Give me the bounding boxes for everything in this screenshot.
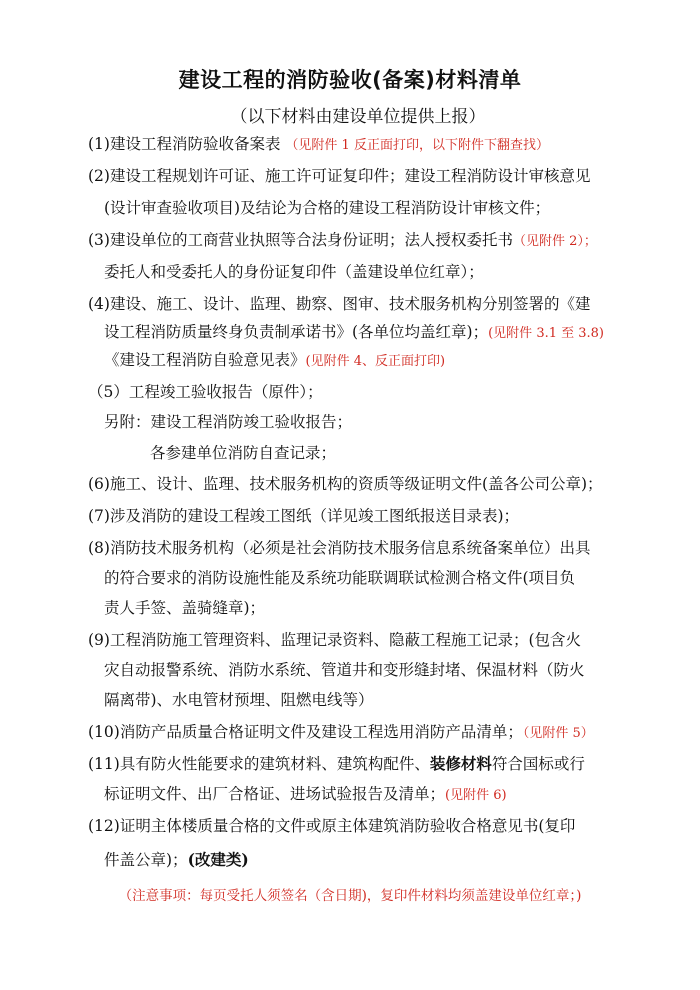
item-11-line-2 xyxy=(104,784,507,806)
item-10 xyxy=(88,722,594,744)
item-3-note: （见附件 2）； xyxy=(512,234,597,249)
notice: （注意事项：每页受托人须签名（含日期)，复印件材料均须盖建设单位红章；) xyxy=(118,888,582,904)
item-11-note: (见附件 6) xyxy=(445,788,507,803)
item-4-form-title: 《建设工程消防自验意见表》 xyxy=(104,351,306,369)
item-9-line-3: 隔离带)、水电管材预埋、阻燃电线等） xyxy=(104,691,374,709)
item-8-line-3: 责人手签、盖骑缝章)； xyxy=(104,599,266,617)
item-3-text: (3)建设单位的工商营业执照等合法身份证明；法人授权委托书 xyxy=(88,231,513,249)
item-10-text: (10)消防产品质量合格证明文件及建设工程选用消防产品清单； xyxy=(88,723,523,741)
item-5: （5）工程竣工验收报告（原件）； xyxy=(88,383,323,401)
item-11-text-a: (11)具有防火性能要求的建筑材料、建筑构配件、 xyxy=(88,755,430,773)
item-2-line-1: (2)建设工程规划许可证、施工许可证复印件；建设工程消防设计审核意见 xyxy=(88,167,591,185)
item-4-note-2: (见附件 4、反正面打印) xyxy=(305,354,446,369)
item-11-text-2: 标证明文件、出厂合格证、进场试验报告及清单； xyxy=(104,785,446,803)
item-5-extra-1: 另附：建设工程消防竣工验收报告； xyxy=(104,413,353,431)
item-10-note: （见附件 5） xyxy=(522,726,594,741)
item-9-line-1: (9)工程消防施工管理资料、监理记录资料、隐蔽工程施工记录；(包含火 xyxy=(88,631,582,649)
item-6: (6)施工、设计、监理、技术服务机构的资质等级证明文件(盖各公司公章)； xyxy=(88,475,603,493)
item-12-line-2 xyxy=(104,850,249,870)
item-7: (7)涉及消防的建设工程竣工图纸（详见竣工图纸报送目录表)； xyxy=(88,507,520,525)
item-4-line-2 xyxy=(104,322,604,344)
item-4-note-1: (见附件 3.1 至 3.8) xyxy=(488,326,604,341)
item-4-line-3 xyxy=(104,350,445,372)
item-1-note: （见附件 1 反正面打印，以下附件下翻查找） xyxy=(285,138,549,153)
item-1-text: (1)建设工程消防验收备案表 xyxy=(88,135,281,153)
item-5-extra-2: 各参建单位消防自查记录； xyxy=(150,444,337,462)
item-8-line-2: 的符合要求的消防设施性能及系统功能联调联试检测合格文件(项目负 xyxy=(104,569,576,587)
item-8-line-1: (8)消防技术服务机构（必须是社会消防技术服务信息系统备案单位）出具 xyxy=(88,539,591,557)
item-11-line-1 xyxy=(88,754,585,774)
item-1 xyxy=(88,134,549,156)
item-4-line-1: (4)建设、施工、设计、监理、勘察、图审、技术服务机构分别签署的《建 xyxy=(88,295,591,313)
item-2-line-2: (设计审查验收项目)及结论为合格的建设工程消防设计审核文件； xyxy=(104,199,551,217)
item-9-line-2: 灾自动报警系统、消防水系统、管道井和变形缝封堵、保温材料（防火 xyxy=(104,661,585,679)
item-11-text-b: 符合国标或行 xyxy=(491,755,585,773)
item-3-line-2: 委托人和受委托人的身份证复印件（盖建设单位红章）； xyxy=(104,263,484,281)
page-title: 建设工程的消防验收(备案)材料清单 xyxy=(178,68,522,92)
item-12-bold: (改建类) xyxy=(187,850,249,869)
item-12-text-2: 件盖公章)； xyxy=(104,851,188,869)
item-3-line-1 xyxy=(88,230,597,252)
item-12-line-1: (12)证明主体楼质量合格的文件或原主体建筑消防验收合格意见书(复印 xyxy=(88,817,576,835)
page-subtitle: （以下材料由建设单位提供上报） xyxy=(230,107,486,127)
item-11-bold: 装修材料 xyxy=(429,754,492,773)
item-4-text: 设工程消防质量终身负责制承诺书》(各单位均盖红章)； xyxy=(104,323,489,341)
